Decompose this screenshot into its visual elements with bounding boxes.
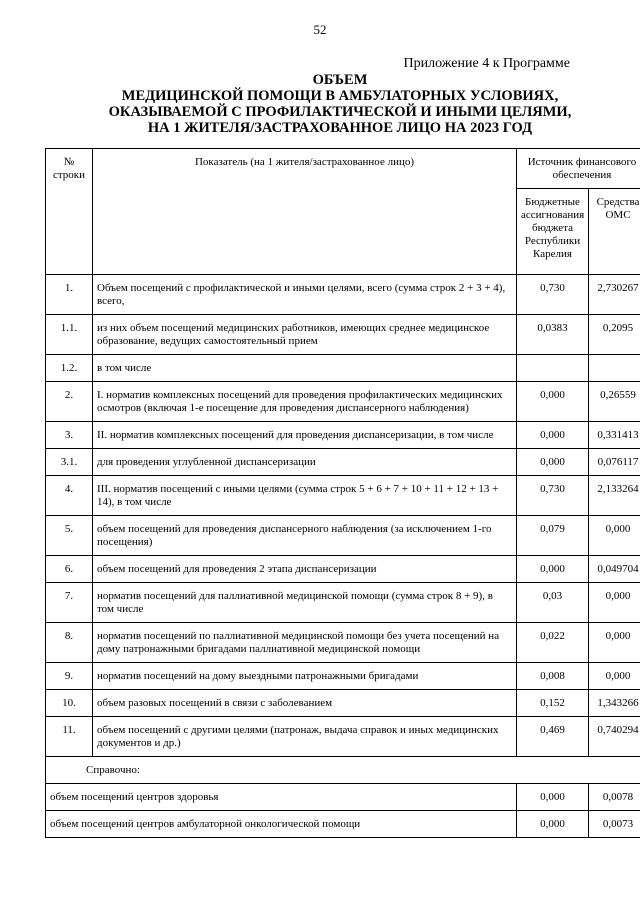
oms-value: 0,000 — [589, 623, 640, 663]
row-number: 4. — [46, 476, 93, 516]
budget-value: 0,000 — [517, 556, 589, 583]
budget-value: 0,000 — [517, 811, 589, 838]
reference-text: объем посещений центров здоровья — [46, 784, 517, 811]
header-indicator: Показатель (на 1 жителя/застрахованное лицо) — [93, 149, 517, 275]
indicator-text: Объем посещений с профилактической и иными целями, всего (сумма строк 2 + 3 + 4), всего, — [93, 275, 517, 315]
table-row — [46, 275, 640, 315]
title-line: НА 1 ЖИТЕЛЯ/ЗАСТРАХОВАННОЕ ЛИЦО НА 2023 ГОД — [147, 120, 533, 136]
table-row — [46, 516, 640, 556]
title-line: ОКАЗЫВАЕМОЙ С ПРОФИЛАКТИЧЕСКОЙ И ИНЫМИ ЦЕЛЯМИ, — [108, 104, 572, 120]
row-number: 11. — [46, 717, 93, 757]
indicator-text: из них объем посещений медицинских работников, имеющих среднее медицинское образование, ведущих самостоятельный прием — [93, 315, 517, 355]
table-row — [46, 717, 640, 757]
appendix-label: Приложение 4 к Программе — [403, 56, 570, 71]
row-number: 3. — [46, 422, 93, 449]
indicator-text: для проведения углубленной диспансеризации — [93, 449, 517, 476]
row-number: 8. — [46, 623, 93, 663]
row-number: 5. — [46, 516, 93, 556]
budget-value: 0,730 — [517, 476, 589, 516]
oms-value: 0,331413 — [589, 422, 640, 449]
indicator-text: норматив посещений по паллиативной медицинской помощи без учета посещений на дому патронажными бригадами паллиативной медицинской помощи — [93, 623, 517, 663]
oms-value: 2,730267 — [589, 275, 640, 315]
indicator-text: объем разовых посещений в связи с заболеванием — [93, 690, 517, 717]
budget-value: 0,022 — [517, 623, 589, 663]
title-line: ОБЪЕМ — [312, 72, 368, 88]
header-row — [46, 149, 640, 189]
row-number: 6. — [46, 556, 93, 583]
reference-row — [46, 757, 640, 784]
table-row — [46, 449, 640, 476]
table-row — [46, 422, 640, 449]
table-row — [46, 583, 640, 623]
table-row — [46, 556, 640, 583]
budget-value: 0,0383 — [517, 315, 589, 355]
row-number: 1.1. — [46, 315, 93, 355]
reference-label: Справочно: — [46, 757, 640, 784]
budget-value: 0,000 — [517, 382, 589, 422]
table-row — [46, 382, 640, 422]
reference-text: объем посещений центров амбулаторной онкологической помощи — [46, 811, 517, 838]
oms-value: 0,000 — [589, 583, 640, 623]
volume-table — [45, 148, 640, 838]
table-row — [46, 623, 640, 663]
document-title — [60, 72, 620, 136]
indicator-text: норматив посещений на дому выездными патронажными бригадами — [93, 663, 517, 690]
oms-value: 1,343266 — [589, 690, 640, 717]
indicator-text: I. норматив комплексных посещений для проведения профилактических медицинских осмотров (включая 1-е посещение для проведения диспансерного наблюдения) — [93, 382, 517, 422]
indicator-text: объем посещений с другими целями (патронаж, выдача справок и иных медицинских документов и др.) — [93, 717, 517, 757]
budget-value: 0,469 — [517, 717, 589, 757]
page-number: 52 — [313, 22, 327, 37]
oms-value: 0,0078 — [589, 784, 640, 811]
table-row — [46, 355, 640, 382]
oms-value: 0,049704 — [589, 556, 640, 583]
oms-value: 0,0073 — [589, 811, 640, 838]
row-number: 1. — [46, 275, 93, 315]
budget-value: 0,079 — [517, 516, 589, 556]
budget-value: 0,000 — [517, 784, 589, 811]
table-row — [46, 315, 640, 355]
table-row — [46, 663, 640, 690]
indicator-text: в том числе — [93, 355, 517, 382]
oms-value: 0,740294 — [589, 717, 640, 757]
budget-value: 0,152 — [517, 690, 589, 717]
reference-data-row — [46, 784, 640, 811]
title-line: МЕДИЦИНСКОЙ ПОМОЩИ В АМБУЛАТОРНЫХ УСЛОВИЯХ, — [121, 88, 559, 104]
budget-value — [517, 355, 589, 382]
indicator-text: III. норматив посещений с иными целями (сумма строк 5 + 6 + 7 + 10 + 11 + 12 + 13 + 14), в том числе — [93, 476, 517, 516]
table-row — [46, 476, 640, 516]
oms-value: 0,000 — [589, 663, 640, 690]
row-number: 1.2. — [46, 355, 93, 382]
budget-value: 0,730 — [517, 275, 589, 315]
budget-value: 0,03 — [517, 583, 589, 623]
indicator-text: объем посещений для проведения 2 этапа диспансеризации — [93, 556, 517, 583]
header-budget: Бюджетные ассигнования бюджета Республики Карелия — [517, 189, 589, 275]
reference-data-row — [46, 811, 640, 838]
table-row — [46, 690, 640, 717]
oms-value: 0,000 — [589, 516, 640, 556]
row-number: 7. — [46, 583, 93, 623]
indicator-text: II. норматив комплексных посещений для проведения диспансеризации, в том числе — [93, 422, 517, 449]
header-oms: Средства ОМС — [589, 189, 640, 275]
header-source: Источник финансового обеспечения — [517, 149, 640, 189]
indicator-text: норматив посещений для паллиативной медицинской помощи (сумма строк 8 + 9), в том числе — [93, 583, 517, 623]
header-row-number: № строки — [46, 149, 93, 275]
indicator-text: объем посещений для проведения диспансерного наблюдения (за исключением 1-го посещения) — [93, 516, 517, 556]
row-number: 10. — [46, 690, 93, 717]
budget-value: 0,000 — [517, 422, 589, 449]
oms-value: 0,076117 — [589, 449, 640, 476]
oms-value: 0,26559 — [589, 382, 640, 422]
oms-value: 0,2095 — [589, 315, 640, 355]
oms-value — [589, 355, 640, 382]
budget-value: 0,008 — [517, 663, 589, 690]
budget-value: 0,000 — [517, 449, 589, 476]
row-number: 3.1. — [46, 449, 93, 476]
row-number: 9. — [46, 663, 93, 690]
row-number: 2. — [46, 382, 93, 422]
oms-value: 2,133264 — [589, 476, 640, 516]
